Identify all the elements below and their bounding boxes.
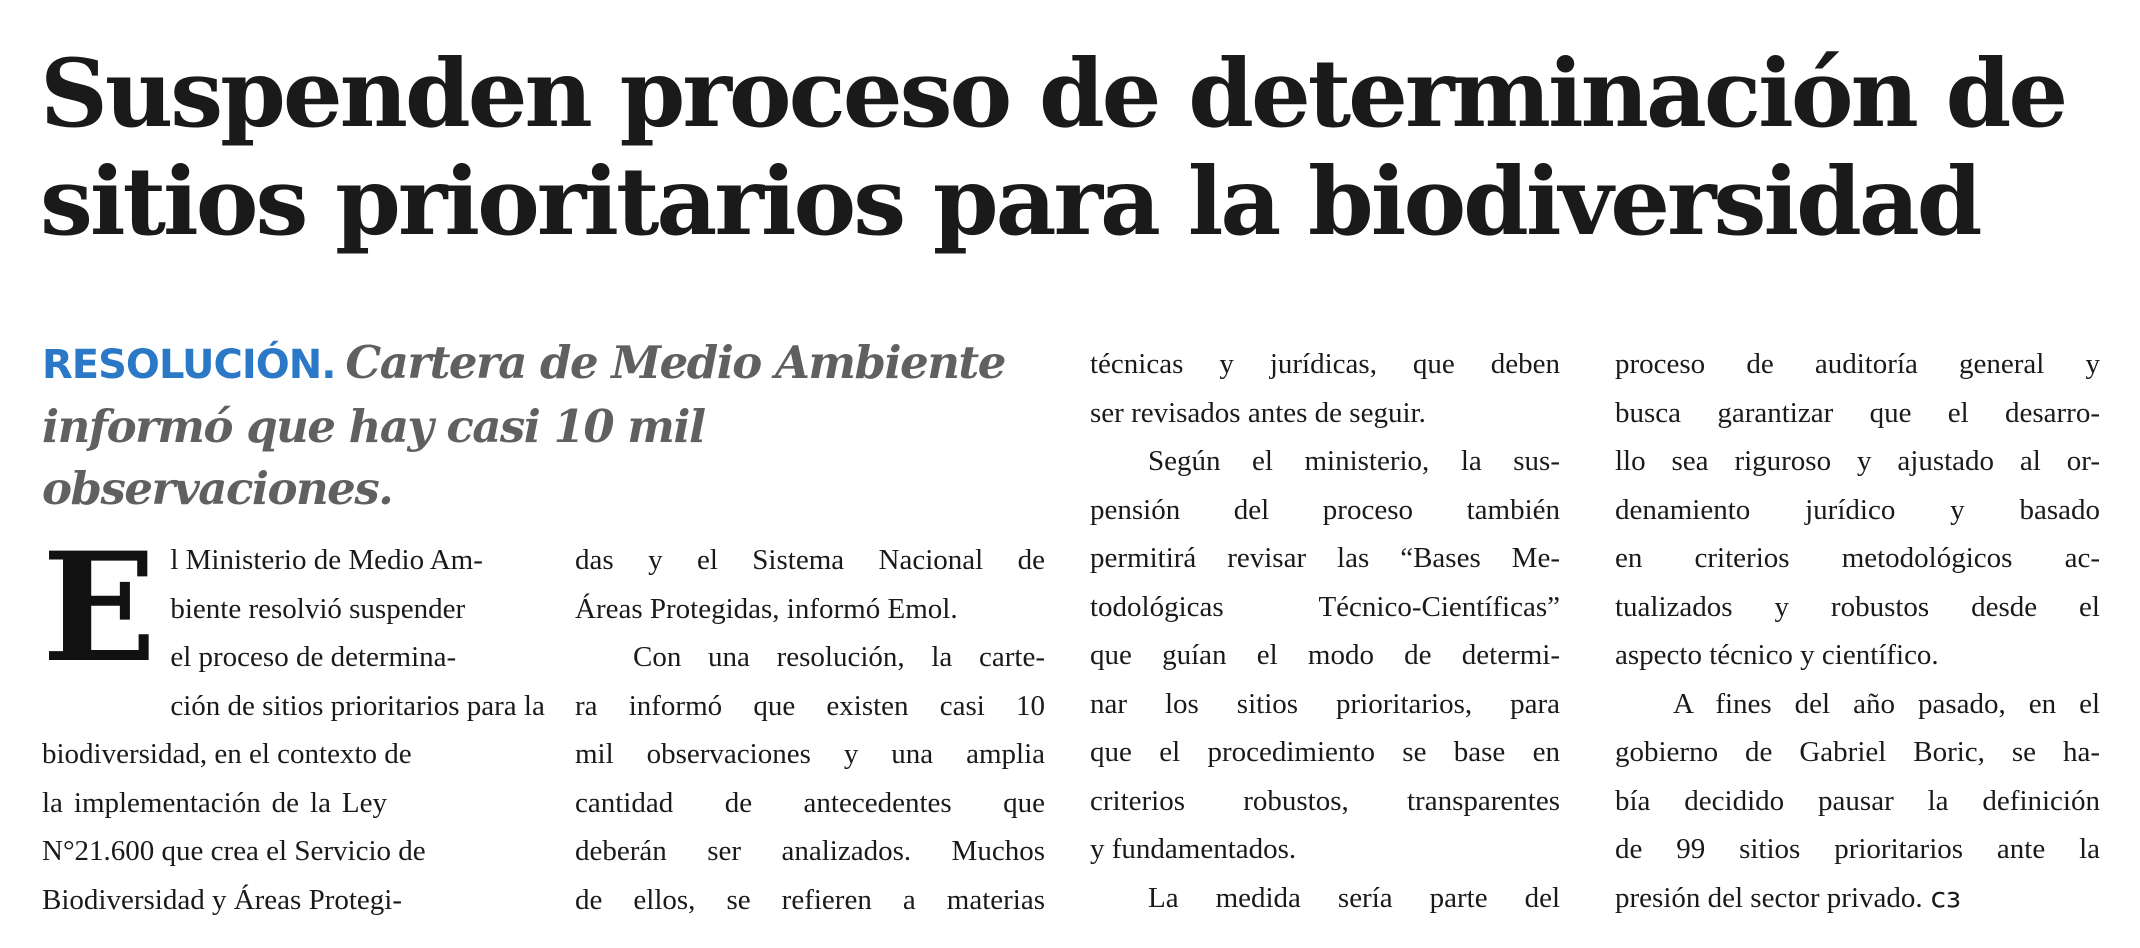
col3-line: y fundamentados.	[1090, 833, 1297, 865]
article-column-3	[1090, 340, 1560, 922]
col3-line: Según el ministerio, la sus-	[1148, 445, 1560, 477]
article-column-1	[42, 520, 545, 924]
col1-line: N°21.600 que crea el Servicio de	[42, 835, 426, 867]
col4-line: de 99 sitios prioritarios ante la	[1615, 833, 2100, 865]
col3-line: pensión del proceso también	[1090, 493, 1560, 526]
headline-line-1: Suspenden proceso de determinación de	[40, 39, 2066, 149]
headline	[40, 40, 2100, 256]
col3-line: La medida sería parte del	[1148, 881, 1560, 914]
col2-line: mil observaciones y una amplia	[575, 738, 1045, 770]
col1-line: la implementación de la Ley	[42, 786, 387, 819]
col1-line: l Ministerio de Medio Am-	[170, 544, 483, 576]
col3-line: ser revisados antes de seguir.	[1090, 396, 1426, 429]
col4-line: llo sea riguroso y ajustado al or-	[1615, 445, 2100, 477]
col3-line: nar los sitios prioritarios, para	[1090, 687, 1560, 720]
deck-text-1: Cartera de Medio Ambiente	[345, 336, 1005, 389]
col4-line: aspecto técnico y científico.	[1615, 639, 1939, 671]
col2-line: cantidad de antecedentes que	[575, 786, 1045, 819]
headline-line-2: sitios prioritarios para la biodiversidad	[40, 147, 1980, 257]
col2-line: Áreas Protegidas, informó Emol.	[575, 592, 958, 625]
col1-line: biodiversidad, en el contexto de	[42, 738, 412, 770]
col3-line: que el procedimiento se base en	[1090, 736, 1560, 768]
col2-line: Con una resolución, la carte-	[633, 641, 1045, 673]
col1-line: biente resolvió suspender	[170, 592, 466, 625]
col2-line: ra informó que existen casi 10	[575, 689, 1045, 722]
col3-line: criterios robustos, transparentes	[1090, 784, 1560, 817]
col4-line: busca garantizar que el desarro-	[1615, 396, 2100, 429]
col3-line: todológicas Técnico-Científicas”	[1090, 590, 1560, 623]
deck-line-1	[42, 332, 1042, 396]
deck	[42, 332, 1042, 520]
col4-final-text: presión del sector privado.	[1615, 881, 1923, 914]
col1-line: el proceso de determina-	[170, 641, 457, 673]
article-column-4	[1615, 340, 2100, 922]
drop-cap: E	[42, 520, 157, 696]
col3-line: técnicas y jurídicas, que deben	[1090, 348, 1560, 380]
col2-line: deberán ser analizados. Muchos	[575, 835, 1045, 867]
col3-line: que guían el modo de determi-	[1090, 639, 1560, 671]
col4-line: en criterios metodológicos ac-	[1615, 542, 2100, 574]
col2-line: de ellos, se refieren a materias	[575, 883, 1045, 916]
end-mark-icon: ᴄɜ	[1930, 880, 1961, 914]
col4-line: A fines del año pasado, en el	[1673, 687, 2100, 720]
col4-line: bía decidido pausar la definición	[1615, 784, 2100, 817]
col4-final-line	[1615, 874, 2100, 923]
col4-line: denamiento jurídico y basado	[1615, 493, 2100, 526]
article-column-2	[575, 536, 1045, 924]
col2-line: das y el Sistema Nacional de	[575, 544, 1045, 576]
col1-line: ción de sitios prioritarios para la	[170, 689, 545, 722]
col4-line: gobierno de Gabriel Boric, se ha-	[1615, 736, 2100, 768]
col1-line: Biodiversidad y Áreas Protegi-	[42, 883, 403, 916]
deck-kicker: RESOLUCIÓN.	[42, 342, 336, 388]
col4-line: tualizados y robustos desde el	[1615, 590, 2100, 623]
col4-line: proceso de auditoría general y	[1615, 348, 2100, 380]
deck-line-2: informó que hay casi 10 mil observaciones.	[42, 400, 705, 515]
col3-line: permitirá revisar las “Bases Me-	[1090, 542, 1560, 574]
